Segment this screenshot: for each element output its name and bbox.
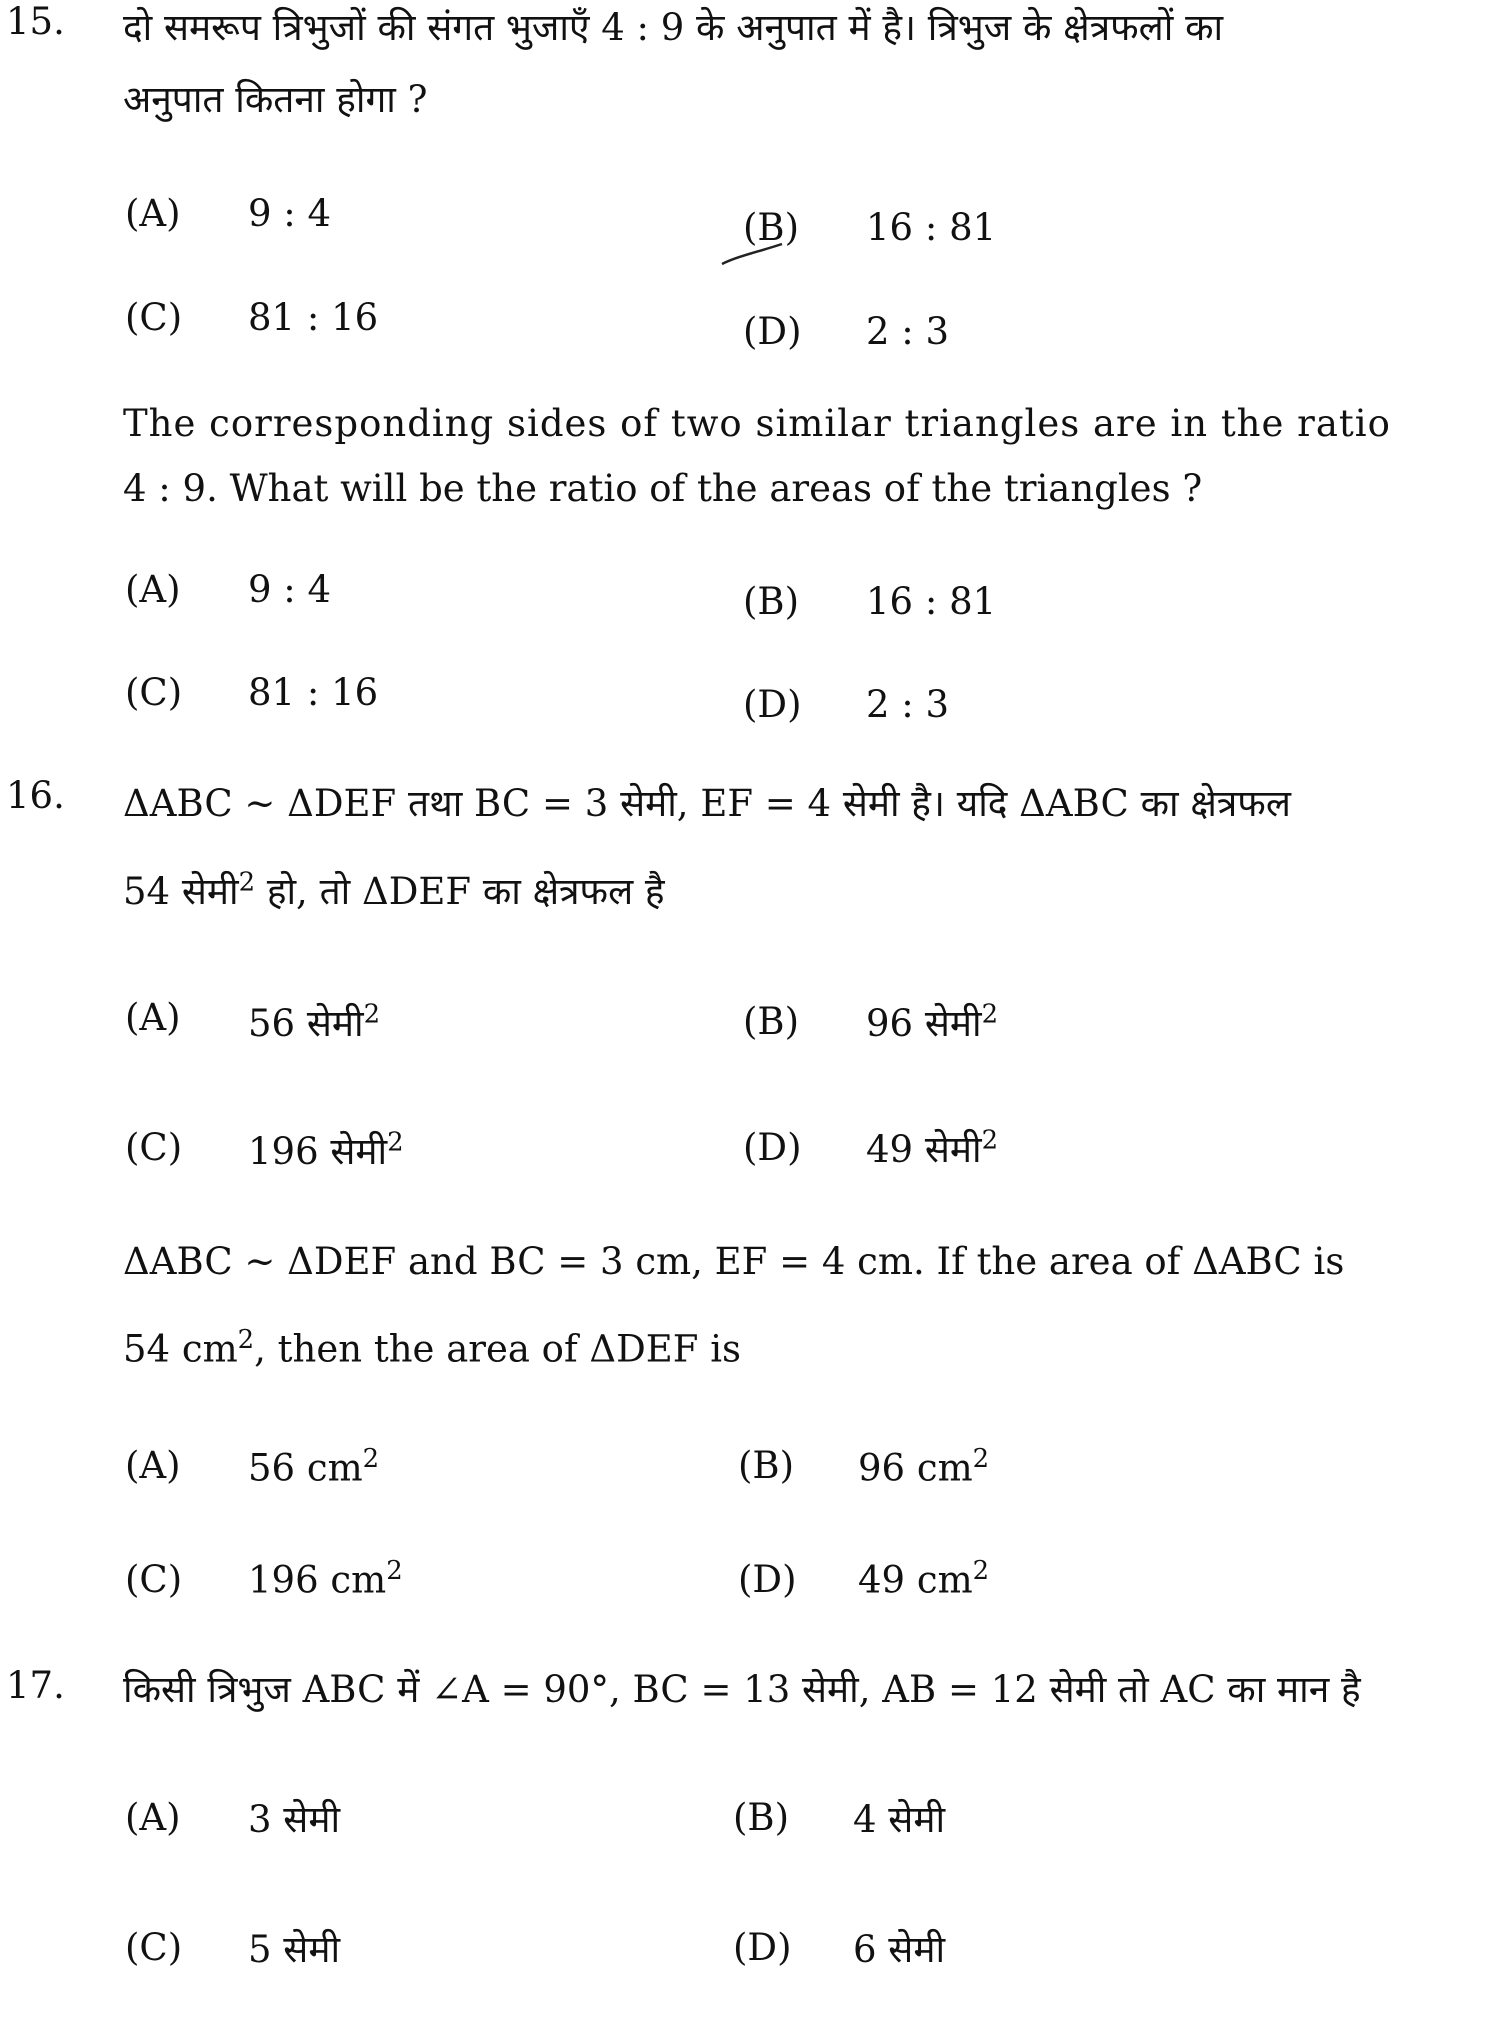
option-label: (B) [743,206,800,249]
option-label: (C) [125,1558,183,1601]
superscript: 2 [386,1556,403,1586]
superscript: 2 [238,867,256,898]
option-value: 49 सेमी [866,1128,982,1171]
option-value: 56 सेमी [248,1002,364,1045]
option-label: (B) [738,1444,795,1487]
option-label: (D) [733,1926,792,1969]
option-label: (B) [733,1796,790,1839]
option-value: 196 सेमी [248,1130,388,1173]
question-text-hindi: अनुपात कितना होगा ? [123,78,428,121]
option-label: (A) [125,568,181,611]
question-text-english: 4 : 9. What will be the ratio of the areas of the triangles ? [123,467,1203,510]
option-value: 81 : 16 [248,296,379,339]
option-label: (B) [743,580,800,623]
question-text-english: 54 cm [123,1327,238,1371]
superscript: 2 [981,1125,999,1156]
question-number: 16. [6,774,65,817]
option-value: 4 सेमी [853,1798,946,1841]
option-value: 16 : 81 [866,206,997,249]
option-label: (C) [125,671,183,714]
option-label: (C) [125,1926,183,1969]
question-text-english: ΔABC ~ ΔDEF and BC = 3 cm, EF = 4 cm. If the area of ΔABC is [123,1240,1345,1283]
option-value: 81 : 16 [248,671,379,714]
option-value: 2 : 3 [866,310,950,353]
superscript: 2 [237,1325,255,1355]
question-text-hindi: 54 सेमी [123,870,239,913]
option-value: 196 cm [248,1558,387,1602]
question-text-hindi: दो समरूप त्रिभुजों की संगत भुजाएँ 4 : 9 के अनुपात में है। त्रिभुज के क्षेत्रफलों का [123,6,1224,49]
option-label: (B) [743,1000,800,1043]
option-label: (D) [743,1126,802,1169]
option-label: (A) [125,1796,181,1839]
question-text-hindi: हो, तो ΔDEF का क्षेत्रफल है [255,870,665,913]
option-value: 56 cm [248,1446,363,1490]
option-label: (D) [743,683,802,726]
superscript: 2 [387,1127,404,1158]
option-value: 96 cm [858,1446,973,1490]
option-value: 9 : 4 [248,568,332,611]
option-value: 2 : 3 [866,683,950,726]
superscript: 2 [363,999,381,1030]
option-value: 9 : 4 [248,192,332,235]
option-value: 6 सेमी [853,1928,946,1971]
option-value: 96 सेमी [866,1002,982,1045]
option-label: (D) [738,1558,797,1601]
handwritten-tick-mark [718,238,788,268]
question-text-english: The corresponding sides of two similar triangles are in the ratio [123,402,1391,445]
option-value: 5 सेमी [248,1928,341,1971]
superscript: 2 [362,1444,380,1474]
superscript: 2 [972,1444,990,1474]
option-label: (C) [125,1126,183,1169]
option-value: 49 cm [858,1558,973,1602]
option-value: 16 : 81 [866,580,997,623]
question-number: 17. [6,1664,65,1707]
option-label: (D) [743,310,802,353]
question-text-hindi: किसी त्रिभुज ABC में ∠A = 90°, BC = 13 सेमी, AB = 12 सेमी तो AC का मान है [123,1668,1361,1711]
option-label: (A) [125,1444,181,1487]
question-text-english: , then the area of ΔDEF is [254,1327,742,1371]
question-text-hindi: ΔABC ~ ΔDEF तथा BC = 3 सेमी, EF = 4 सेमी है। यदि ΔABC का क्षेत्रफल [123,782,1291,825]
superscript: 2 [972,1556,990,1586]
option-value: 3 सेमी [248,1798,341,1841]
question-number: 15. [6,0,65,43]
option-label: (A) [125,996,181,1039]
superscript: 2 [981,999,999,1030]
option-label: (A) [125,192,181,235]
option-label: (C) [125,296,183,339]
